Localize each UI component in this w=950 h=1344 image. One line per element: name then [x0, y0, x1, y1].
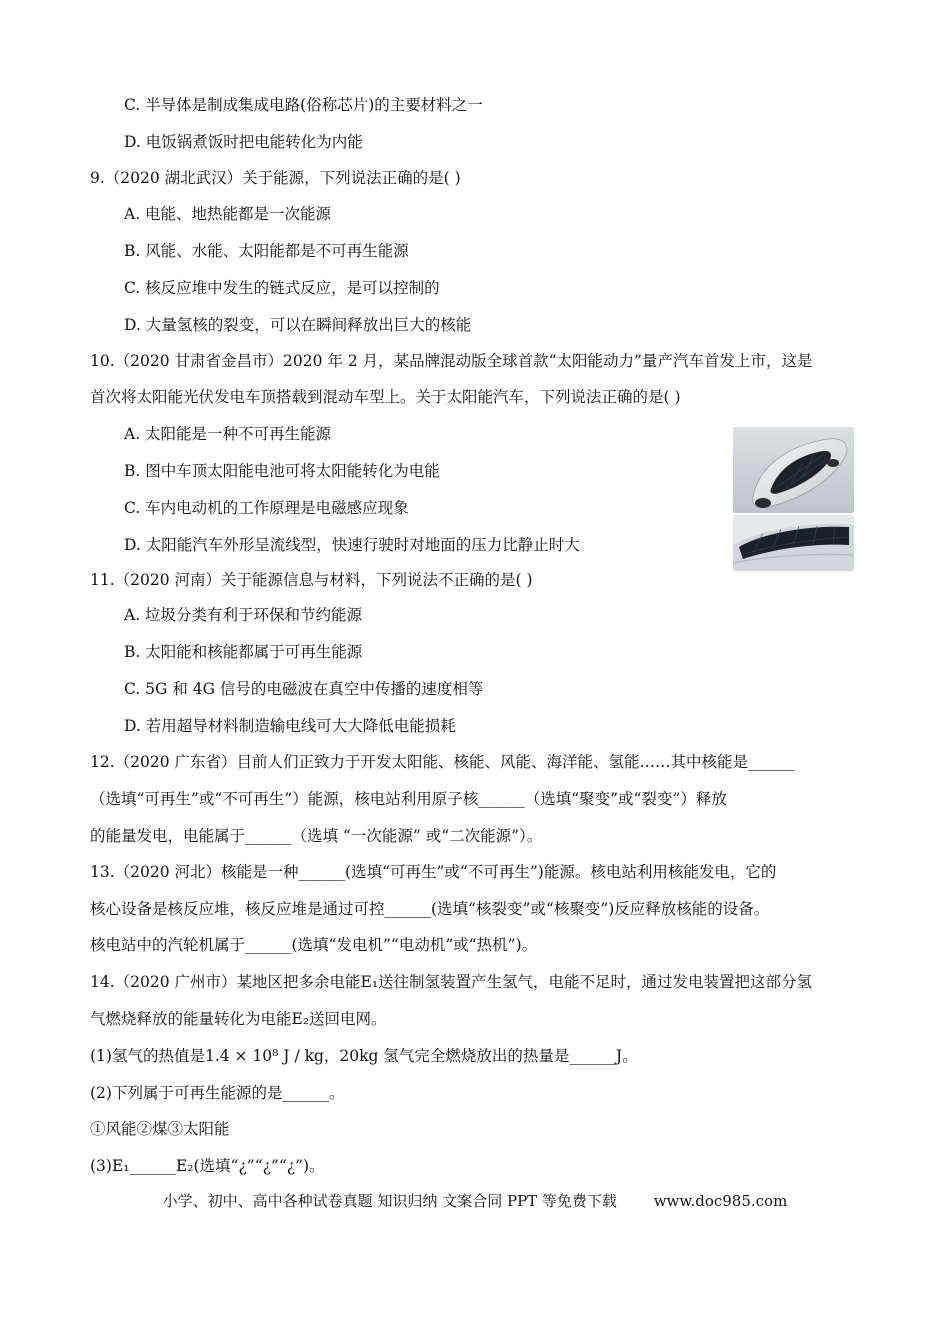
q10-option-d: D. 太阳能汽车外形呈流线型，快速行驶时对地面的压力比静止时大: [124, 536, 580, 554]
q13-line3: 核电站中的汽轮机属于______(选填“发电机”“电动机”或“热机”)。: [90, 936, 538, 954]
q9-option-d: D. 大量氢核的裂变，可以在瞬间释放出巨大的核能: [124, 316, 472, 334]
q8-option-c: C. 半导体是制成集成电路(俗称芯片)的主要材料之一: [124, 96, 483, 114]
q14-line2: 气燃烧释放的能量转化为电能E₂送回电网。: [90, 1010, 387, 1028]
q14-line1: 14.（2020 广州市）某地区把多余电能E₁送往制氢装置产生氢气，电能不足时，通过发电装置把这部分氢: [90, 973, 813, 991]
q12-line3: 的能量发电，电能属于______（选填 “一次能源” 或“二次能源”）。: [90, 827, 543, 845]
q14-sub1: (1)氢气的热值是1.4 × 10⁸ J / kg，20kg 氢气完全燃烧放出的热量是______J。: [90, 1047, 638, 1065]
q8-option-d: D. 电饭锅煮饭时把电能转化为内能: [124, 133, 363, 151]
page-footer: [0, 1190, 950, 1211]
q11-option-d: D. 若用超导材料制造输电线可大大降低电能损耗: [124, 717, 456, 735]
q13-line2: 核心设备是核反应堆，核反应堆是通过可控______(选填“核裂变”或“核聚变”)反应释放核能的设备。: [90, 900, 770, 918]
q11-option-a: A. 垃圾分类有利于环保和节约能源: [124, 606, 363, 624]
q9-stem: 9.（2020 湖北武汉）关于能源，下列说法正确的是( ): [90, 169, 461, 187]
q14-sub2-options: ①风能②煤③太阳能: [90, 1120, 230, 1138]
q13-line1: 13.（2020 河北）核能是一种______(选填“可再生”或“不可再生”)能源。核电站利用核能发电，它的: [90, 863, 777, 881]
q12-line1: 12.（2020 广东省）目前人们正致力于开发太阳能、核能、风能、海洋能、氢能……其中核能是______: [90, 753, 795, 771]
footer-text: 小学、初中、高中各种试卷真题 知识归纳 文案合同 PPT 等免费下载: [162, 1192, 617, 1210]
solar-car-top-photo: [733, 427, 854, 513]
q14-sub3: (3)E₁______E₂(选填“¿”“¿”“¿”)。: [90, 1157, 325, 1175]
q14-sub2: (2)下列属于可再生能源的是______。: [90, 1084, 345, 1102]
q11-option-c: C. 5G 和 4G 信号的电磁波在真空中传播的速度相等: [124, 680, 484, 698]
q11-stem: 11.（2020 河南）关于能源信息与材料，下列说法不正确的是( ): [90, 571, 533, 589]
q12-line2: （选填“可再生”或“不可再生”）能源，核电站利用原子核______（选填“聚变”或“裂变”）释放: [90, 790, 727, 808]
q9-option-b: B. 风能、水能、太阳能都是不可再生能源: [124, 242, 409, 260]
q9-option-a: A. 电能、地热能都是一次能源: [124, 205, 332, 223]
q11-option-b: B. 太阳能和核能都属于可再生能源: [124, 643, 363, 661]
q10-option-b: B. 图中车顶太阳能电池可将太阳能转化为电能: [124, 462, 440, 480]
q10-stem-line1: 10.（2020 甘肃省金昌市）2020 年 2 月，某品牌混动版全球首款“太阳能动力”量产汽车首发上市，这是: [90, 352, 813, 370]
q10-option-c: C. 车内电动机的工作原理是电磁感应现象: [124, 499, 409, 517]
q9-option-c: C. 核反应堆中发生的链式反应，是可以控制的: [124, 279, 440, 297]
q10-stem-line2: 首次将太阳能光伏发电车顶搭载到混动车型上。关于太阳能汽车，下列说法正确的是( ): [90, 388, 681, 406]
q10-option-a: A. 太阳能是一种不可再生能源: [124, 425, 332, 443]
solar-roof-closeup-photo: [733, 515, 854, 571]
footer-link[interactable]: www.doc985.com: [653, 1192, 788, 1210]
